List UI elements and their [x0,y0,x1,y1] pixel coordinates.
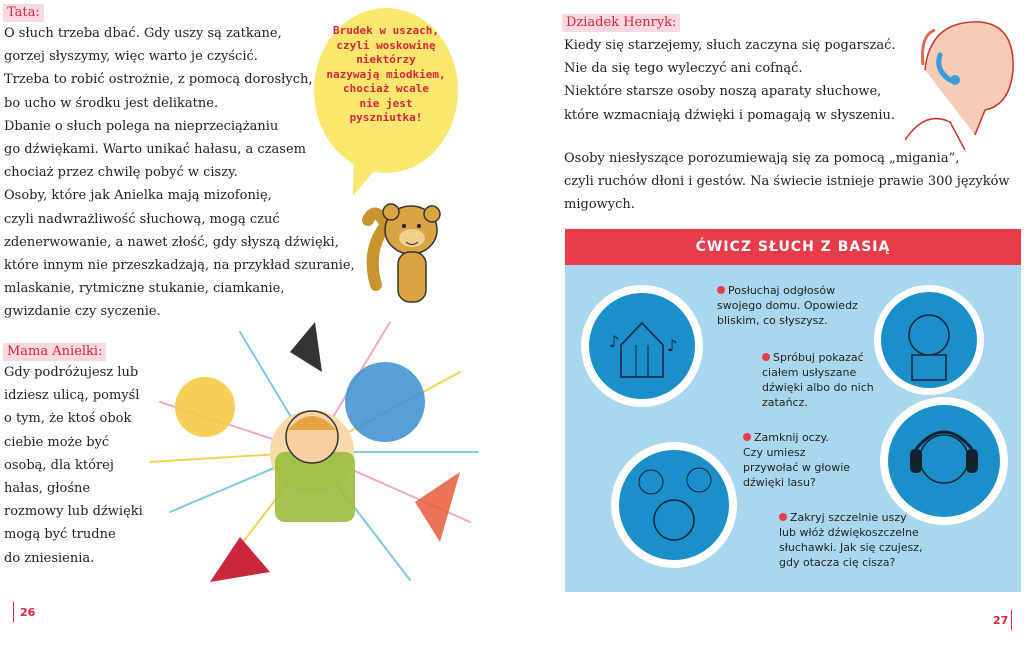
speaker-label-dziadek: Dziadek Henryk: [562,14,680,32]
bubble-text-line: czyli woskowinę [336,38,436,52]
tata-text-line: O słuch trzeba dbać. Gdy uszy są zatkane, [4,26,282,41]
bubble-text-line: pyszniutka! [349,111,423,124]
mama-text-line: idziesz ulicą, pomyśl [4,388,140,404]
bubble-text-line: nie jest [359,96,413,110]
page-number-bar-left [13,602,14,622]
headphones-illustration [880,397,1008,525]
speaker-label-mama: Mama Anielki: [3,343,106,361]
tata-text-line: Dbanie o słuch polega na nieprzeciążaniu [4,118,279,134]
bullet-dot-icon [717,286,725,294]
dziadek-text-line: Niektóre starsze osoby noszą aparaty słuchowe, [564,84,882,100]
tata-text-line: chociaż przez chwilę pobyć w ciszy. [4,165,238,181]
exercise-task-3 [743,430,850,490]
tata-text-line: go dźwiękami. Warto unikać hałasu, a czasem [4,142,306,158]
dziadek-text-line: Osoby niesłyszące porozumiewają się za pomocą „migania”, [564,151,960,166]
exercise-task-2 [762,350,874,410]
bullet-dot-icon [779,513,787,521]
task-text-line: Czy umiesz [743,446,806,459]
task-text-line: swojego domu. Opowiedz [717,299,858,312]
tata-text-line: bo ucho w środku jest delikatne. [4,95,219,111]
speech-bubble-text [314,24,458,126]
page-number-left: 26 [20,606,36,619]
dziadek-paragraph [564,34,896,127]
task-text-line: ciałem usłyszane [762,366,857,379]
mama-text-line: o tym, że ktoś obok [4,411,132,427]
mama-text-line: osobą, dla której [4,457,114,473]
task-text-line: Spróbuj pokazać [762,350,874,365]
task-text-line: dźwięki lasu? [743,476,816,489]
mama-text-line: rozmowy lub dźwięki [4,504,143,520]
tata-text-line: Osoby, które jak Anielka mają mizofonię, [4,188,272,204]
tata-paragraph [4,22,355,324]
dziadek-text-line: migowych. [564,197,635,213]
svg-text:♪: ♪ [667,336,678,355]
bullet-dot-icon [762,353,770,361]
speaker-label-tata: Tata: [3,4,44,22]
tata-text-line: które innym nie przeszkadzają, na przykład szuranie, [4,258,355,274]
exercise-box-title: ĆWICZ SŁUCH Z BASIĄ [565,229,1021,265]
bubble-text-line: chociaż wcale [342,82,430,95]
task-text-line: lub włóż dźwiękoszczelne [779,526,919,539]
dziadek-text-line: Kiedy się starzejemy, słuch zaczyna się pogarszać. [564,38,896,53]
mama-text-line: mogą być trudne [4,527,116,543]
bubble-text-line: Brudek w uszach, [333,24,439,37]
monkey-toy-illustration [356,190,446,315]
bubble-text-line: nazywają miodkiem, [326,67,446,81]
forest-illustration [611,442,737,568]
grandpa-illustration [905,10,1023,150]
task-text-line: gdy otacza cię cisza? [779,556,896,569]
task-text-line: dźwięki albo do nich [762,381,874,394]
task-text-line: Posłuchaj odgłosów [717,283,858,298]
dziadek-paragraph-2 [564,147,1010,217]
tata-text-line: czyli nadwrażliwość słuchową, mogą czuć [4,211,280,227]
tata-text-line: gwizdanie czy syczenie. [4,304,161,320]
task-text-line: Zakryj szczelnie uszy [779,510,923,525]
dancing-illustration [874,285,984,395]
bubble-text-line: niektórzy [356,53,416,66]
page-number-right: 27 [993,614,1009,627]
dziadek-text-line: czyli ruchów dłoni i gestów. Na świecie istnieje prawie 300 języków [564,174,1010,190]
exercise-task-4 [779,510,923,570]
dziadek-text-line: Nie da się tego wyleczyć ani cofnąć. [564,61,803,77]
mama-paragraph [4,361,143,570]
noise-illustration [140,312,485,590]
task-text-line: Zamknij oczy. [743,430,850,445]
svg-text:♪: ♪ [609,332,620,351]
page-number-bar-right [1011,610,1012,630]
task-text-line: bliskim, co słyszysz. [717,314,828,327]
mama-text-line: ciebie może być [4,434,110,450]
mama-text-line: do zniesienia. [4,550,95,566]
task-text-line: przywołać w głowie [743,461,851,474]
task-text-line: słuchawki. Jak się czujesz, [779,541,923,554]
tata-text-line: Trzeba to robić ostrożnie, z pomocą dorosłych, [4,72,313,88]
mama-text-line: hałas, głośne [4,481,91,497]
exercise-task-1 [717,283,858,328]
house-sounds-illustration [581,285,703,407]
mama-text-line: Gdy podróżujesz lub [4,365,139,380]
dziadek-text-line: które wzmacniają dźwięki i pomagają w słyszeniu. [564,107,896,123]
tata-text-line: mlaskanie, rytmiczne stukanie, ciamkanie, [4,281,285,297]
bullet-dot-icon [743,433,751,441]
tata-text-line: gorzej słyszymy, więc warto je czyścić. [4,49,258,65]
task-text-line: zatańcz. [762,396,808,409]
tata-text-line: zdenerwowanie, a nawet złość, gdy słyszą dźwięki, [4,234,339,250]
